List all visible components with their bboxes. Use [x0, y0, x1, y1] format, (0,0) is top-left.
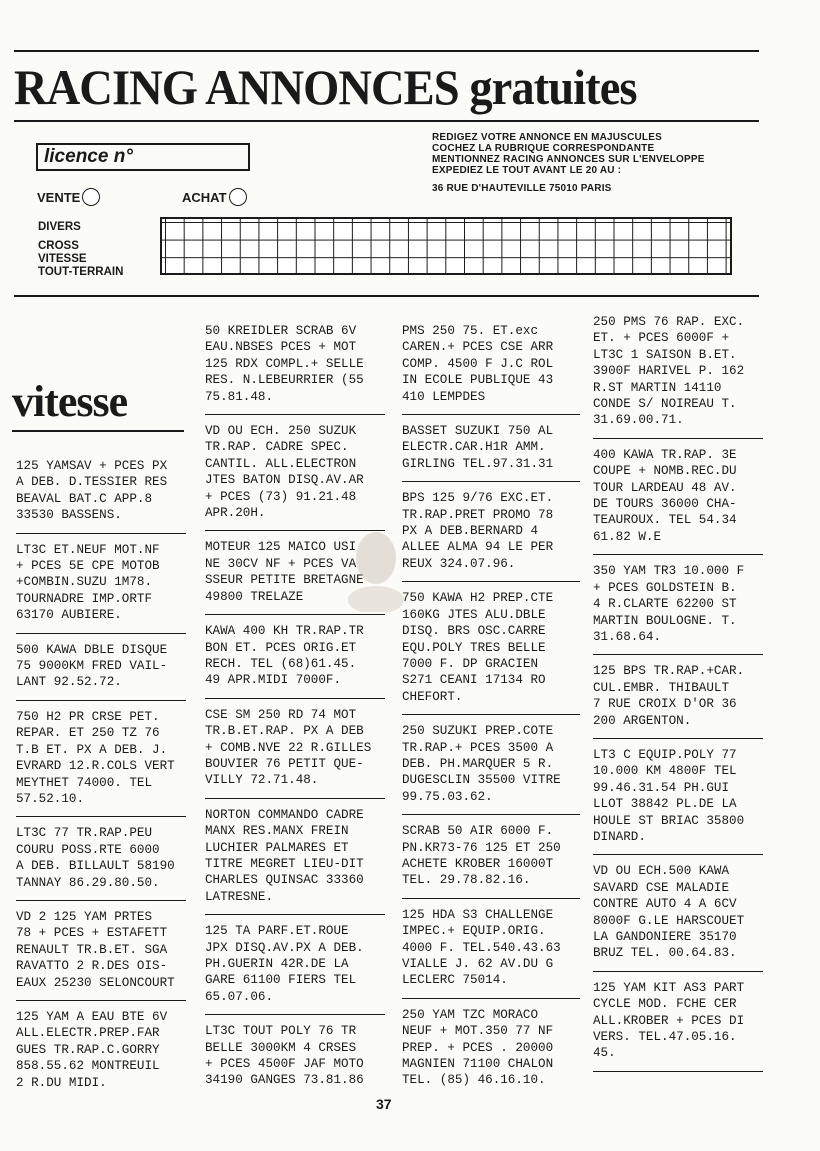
- ad-column-4: [593, 314, 763, 1080]
- classified-ad: VD OU ECH.500 KAWA SAVARD CSE MALADIE CONTRE AUTO 4 A 6CV 8000F G.LE HARSCOUET LA GANDONIERE 35170 BRUZ TEL. 00.64.83.: [593, 863, 763, 971]
- classified-ad: MOTEUR 125 MAICO USI NE 30CV NF + PCES VA SSEUR PETITE BRETAGNE 49800 TRELAZE: [205, 539, 385, 615]
- license-number-field[interactable]: licence n°: [36, 143, 250, 171]
- classified-ad: LT3C ET.NEUF MOT.NF + PCES 5E CPE MOTOB +COMBIN.SUZU 1M78. TOURNADRE IMP.ORTF 63170 AUBIERE.: [16, 542, 186, 634]
- ad-text-grid[interactable]: [160, 217, 732, 275]
- header-bottom-rule: [14, 295, 759, 297]
- instruction-line: COCHEZ LA RUBRIQUE CORRESPONDANTE: [432, 143, 655, 154]
- classified-ad: 125 YAMSAV + PCES PX A DEB. D.TESSIER RES BEAVAL BAT.C APP.8 33530 BASSENS.: [16, 458, 186, 534]
- instruction-line: EXPEDIEZ LE TOUT AVANT LE 20 AU :: [432, 165, 622, 176]
- category-list: [38, 221, 123, 279]
- classified-ad: 125 BPS TR.RAP.+CAR. CUL.EMBR. THIBAULT 7 RUE CROIX D'OR 36 200 ARGENTON.: [593, 663, 763, 739]
- title-underline: [14, 120, 759, 122]
- classified-ad: CSE SM 250 RD 74 MOT TR.B.ET.RAP. PX A DEB + COMB.NVE 22 R.GILLES BOUVIER 76 PETIT QUE- VILLY 72.71.48.: [205, 707, 385, 799]
- category-cross[interactable]: CROSS: [38, 240, 79, 252]
- ad-column-1: [16, 458, 186, 1108]
- classified-ad: 50 KREIDLER SCRAB 6V EAU.NBSES PCES + MOT 125 RDX COMPL.+ SELLE RES. N.LEBEURRIER (55 75.81.48.: [205, 323, 385, 415]
- classified-ad: 250 YAM TZC MORACO NEUF + MOT.350 77 NF PREP. + PCES . 20000 MAGNIEN 71100 CHALON TEL. (85) 46.16.10.: [402, 1007, 554, 1088]
- classified-ad: PMS 250 75. ET.exc CAREN.+ PCES CSE ARR COMP. 4500 F J.C ROL IN ECOLE PUBLIQUE 43 410 LEMPDES: [402, 323, 580, 415]
- classified-ad: LT3C TOUT POLY 76 TR BELLE 3000KM 4 CRSES + PCES 4500F JAF MOTO 34190 GANGES 73.81.86: [205, 1024, 364, 1088]
- instruction-line: REDIGEZ VOTRE ANNONCE EN MAJUSCULES: [432, 132, 662, 143]
- classified-ad: VD 2 125 YAM PRTES 78 + PCES + ESTAFETT RENAULT TR.B.ET. SGA RAVATTO 2 R.DES OIS- EAUX 25230 SELONCOURT: [16, 909, 186, 1001]
- achat-choice[interactable]: [182, 188, 247, 206]
- vente-radio[interactable]: [82, 188, 100, 206]
- instruction-line: MENTIONNEZ RACING ANNONCES SUR L'ENVELOPPE: [432, 154, 705, 165]
- classified-ad: LT3C 77 TR.RAP.PEU COURU POSS.RTE 6000 A DEB. BILLAULT 58190 TANNAY 86.29.80.50.: [16, 825, 186, 901]
- classified-ad: BPS 125 9/76 EXC.ET. TR.RAP.PRET PROMO 78 PX A DEB.BERNARD 4 ALLEE ALMA 94 LE PER REUX 324.07.96.: [402, 490, 580, 582]
- category-tout-terrain[interactable]: TOUT-TERRAIN: [38, 266, 124, 278]
- achat-label: ACHAT: [182, 189, 227, 205]
- category-vitesse[interactable]: VITESSE: [38, 253, 87, 265]
- vente-choice[interactable]: [37, 188, 100, 206]
- page-title: RACING ANNONCES gratuites: [14, 59, 637, 115]
- classified-ad: 250 PMS 76 RAP. EXC. ET. + PCES 6000F + LT3C 1 SAISON B.ET. 3900F HARIVEL P. 162 R.ST MARTIN 14110 CONDE S/ NOIREAU T. 31.69.00.71.: [593, 314, 763, 439]
- ad-column-3: [402, 323, 580, 1106]
- classified-ad: 250 SUZUKI PREP.COTE TR.RAP.+ PCES 3500 A DEB. PH.MARQUER 5 R. DUGESCLIN 35500 VITRE 99.75.03.62.: [402, 723, 580, 815]
- classified-ad: VD OU ECH. 250 SUZUK TR.RAP. CADRE SPEC. CANTIL. ALL.ELECTRON JTES BATON DISQ.AV.AR + PCES (73) 91.21.48 APR.20H.: [205, 423, 385, 531]
- classified-ad: 500 KAWA DBLE DISQUE 75 9000KM FRED VAIL- LANT 92.52.72.: [16, 642, 186, 701]
- classified-ad: KAWA 400 KH TR.RAP.TR BON ET. PCES ORIG.ET RECH. TEL (68)61.45. 49 APR.MIDI 7000F.: [205, 623, 385, 699]
- classified-ad: NORTON COMMANDO CADRE MANX RES.MANX FREIN LUCHIER PALMARES ET TITRE MEGRET LIEU-DIT CHARLES QUINSAC 33360 LATRESNE.: [205, 807, 385, 915]
- classified-ad: 350 YAM TR3 10.000 F + PCES GOLDSTEIN B. 4 R.CLARTE 62200 ST MARTIN BOULOGNE. T. 31.68.64.: [593, 563, 763, 655]
- classified-ad: 125 YAM A EAU BTE 6V ALL.ELECTR.PREP.FAR GUES TR.RAP.C.GORRY 858.55.62 MONTREUIL 2 R.DU MIDI.: [16, 1009, 168, 1090]
- achat-radio[interactable]: [229, 188, 247, 206]
- page-number: 37: [376, 1096, 392, 1112]
- classified-ad: 125 HDA S3 CHALLENGE IMPEC.+ EQUIP.ORIG. 4000 F. TEL.540.43.63 VIALLE J. 62 AV.DU G LECLERC 75014.: [402, 907, 580, 999]
- classified-ad: 750 H2 PR CRSE PET. REPAR. ET 250 TZ 76 T.B ET. PX A DEB. J. EVRARD 12.R.COLS VERT MEYTHET 74000. TEL 57.52.10.: [16, 709, 186, 817]
- top-rule: [14, 50, 759, 52]
- classified-ad: LT3 C EQUIP.POLY 77 10.000 KM 4800F TEL 99.46.31.54 PH.GUI LLOT 38842 PL.DE LA HOULE ST BRIAC 35800 DINARD.: [593, 747, 763, 855]
- mailing-address: 36 RUE D'HAUTEVILLE 75010 PARIS: [432, 183, 612, 194]
- classified-ad: BASSET SUZUKI 750 AL ELECTR.CAR.H1R AMM. GIRLING TEL.97.31.31: [402, 423, 580, 482]
- instructions-block: [432, 132, 705, 194]
- watermark-figure-icon: [346, 528, 406, 612]
- ad-column-2: [205, 323, 385, 1106]
- classified-ad: 750 KAWA H2 PREP.CTE 160KG JTES ALU.DBLE DISQ. BRS OSC.CARRE EQU.POLY TRES BELLE 7000 F. DP GRACIEN S271 CEANI 17134 RO CHEFORT.: [402, 590, 580, 715]
- classified-ad: 125 YAM KIT AS3 PART CYCLE MOD. FCHE CER ALL.KROBER + PCES DI VERS. TEL.47.05.16. 45.: [593, 980, 763, 1072]
- section-title-underline: [12, 430, 184, 432]
- classified-ad: 125 TA PARF.ET.ROUE JPX DISQ.AV.PX A DEB. PH.GUERIN 42R.DE LA GARE 61100 FIERS TEL 65.07.06.: [205, 923, 385, 1015]
- section-title: vitesse: [12, 377, 128, 426]
- classified-ad: SCRAB 50 AIR 6000 F. PN.KR73-76 125 ET 250 ACHETE KROBER 16000T TEL. 29.78.82.16.: [402, 823, 580, 899]
- classified-ad: 400 KAWA TR.RAP. 3E COUPE + NOMB.REC.DU TOUR LARDEAU 48 AV. DE TOURS 36000 CHA- TEAUROUX. TEL 54.34 61.82 W.E: [593, 447, 763, 555]
- category-divers[interactable]: DIVERS: [38, 221, 81, 233]
- vente-label: VENTE: [37, 189, 81, 205]
